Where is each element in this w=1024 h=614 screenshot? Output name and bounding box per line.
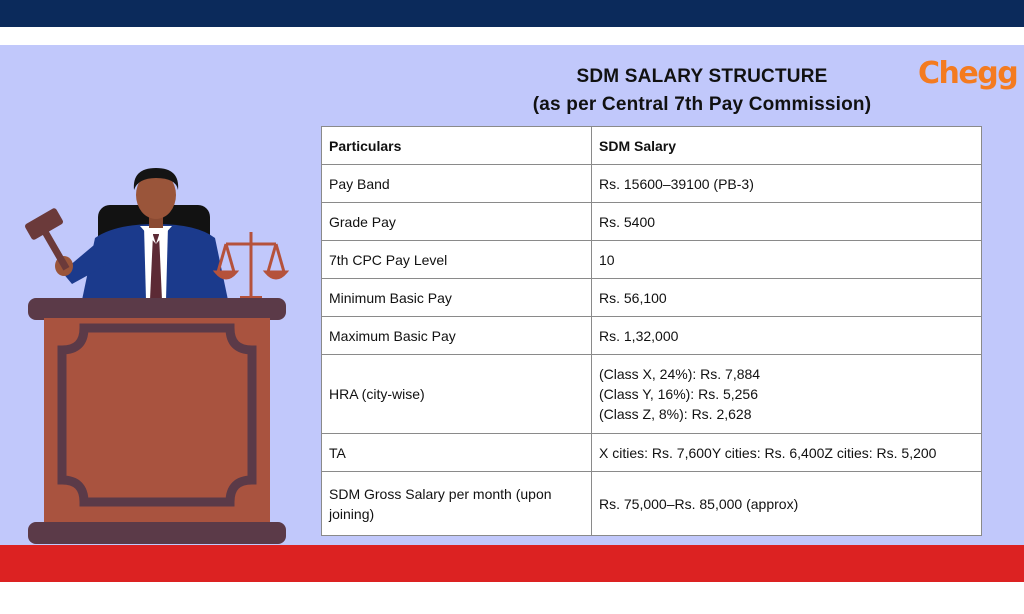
column-header-sdm-salary: SDM Salary bbox=[592, 127, 982, 165]
row-label: Minimum Basic Pay bbox=[322, 279, 592, 317]
table-header-row bbox=[322, 127, 982, 165]
table-row bbox=[322, 472, 982, 536]
row-label: Grade Pay bbox=[322, 203, 592, 241]
row-value bbox=[592, 355, 982, 434]
judge-illustration bbox=[0, 150, 300, 550]
table-row bbox=[322, 317, 982, 355]
column-header-particulars: Particulars bbox=[322, 127, 592, 165]
row-value: Rs. 1,32,000 bbox=[592, 317, 982, 355]
table-row bbox=[322, 241, 982, 279]
table-row bbox=[322, 434, 982, 472]
table-row bbox=[322, 279, 982, 317]
table-row bbox=[322, 165, 982, 203]
hra-line: (Class Y, 16%): Rs. 5,256 bbox=[599, 386, 759, 402]
podium-icon bbox=[28, 298, 286, 544]
row-value: Rs. 15600–39100 (PB-3) bbox=[592, 165, 982, 203]
scales-of-justice-icon bbox=[216, 232, 286, 302]
table-row bbox=[322, 355, 982, 434]
top-bar bbox=[0, 0, 1024, 27]
gavel-icon bbox=[24, 207, 70, 270]
row-value: Rs. 56,100 bbox=[592, 279, 982, 317]
row-label: 7th CPC Pay Level bbox=[322, 241, 592, 279]
bottom-bar bbox=[0, 545, 1024, 582]
row-value: 10 bbox=[592, 241, 982, 279]
hra-line: (Class X, 24%): Rs. 7,884 bbox=[599, 366, 761, 382]
judge-icon bbox=[55, 168, 228, 300]
row-value: X cities: Rs. 7,600Y cities: Rs. 6,400Z cities: Rs. 5,200 bbox=[592, 434, 982, 472]
row-value: Rs. 5400 bbox=[592, 203, 982, 241]
row-label: SDM Gross Salary per month (upon joining) bbox=[322, 472, 592, 536]
salary-table bbox=[321, 126, 982, 536]
chegg-logo: Chegg bbox=[918, 56, 1018, 91]
title-line-2: (as per Central 7th Pay Commission) bbox=[532, 94, 872, 115]
row-label: HRA (city-wise) bbox=[322, 355, 592, 434]
row-label: Maximum Basic Pay bbox=[322, 317, 592, 355]
row-value: Rs. 75,000–Rs. 85,000 (approx) bbox=[592, 472, 982, 536]
title-line-1: SDM SALARY STRUCTURE bbox=[576, 66, 828, 87]
table-row bbox=[322, 203, 982, 241]
hra-line: (Class Z, 8%): Rs. 2,628 bbox=[599, 406, 752, 422]
row-label: Pay Band bbox=[322, 165, 592, 203]
row-label: TA bbox=[322, 434, 592, 472]
page-title bbox=[440, 63, 964, 119]
